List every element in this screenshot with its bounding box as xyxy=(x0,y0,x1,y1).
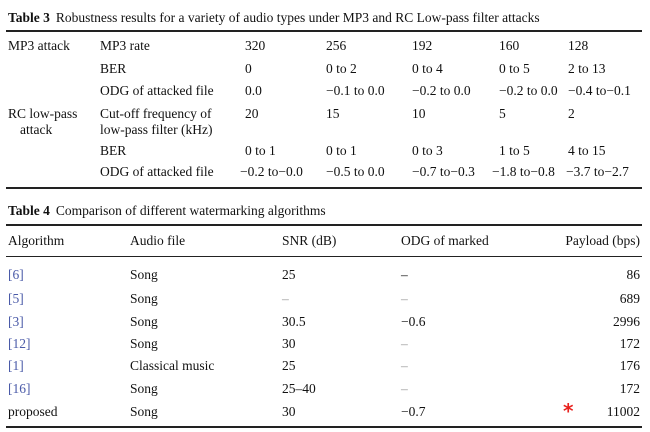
table4-algorithm-ref[interactable]: [6] xyxy=(8,267,24,282)
table4-odg: – xyxy=(401,381,408,396)
table3-rc-cutoff-4: 5 xyxy=(499,106,506,121)
table3-mp3-rate-2: 256 xyxy=(326,38,347,53)
table3-rc-cutoff-line2: low-pass filter (kHz) xyxy=(100,122,213,137)
table3-mp3-ber-4: 0 to 5 xyxy=(499,61,530,76)
table4-odg: – xyxy=(401,336,408,351)
table3-rc-attack-line1: RC low-pass xyxy=(8,106,78,121)
table3-rc-ber-label: BER xyxy=(100,143,127,158)
table4-snr: 30.5 xyxy=(282,314,306,329)
table4-payload: 86 xyxy=(626,267,640,282)
table4-audio: Song xyxy=(130,404,158,419)
table4-snr: 25 xyxy=(282,358,296,373)
table4-snr: – xyxy=(282,291,289,306)
table3-caption-text: Robustness results for a variety of audio types under MP3 and RC Low-pass filter attacks xyxy=(55,10,540,25)
table4-header-audio-file: Audio file xyxy=(130,233,186,248)
table3-rc-ber-4: 1 to 5 xyxy=(499,143,530,158)
table4-algorithm-ref[interactable]: [5] xyxy=(8,291,24,306)
table3-rc-odg-1: −0.2 to−0.0 xyxy=(240,164,303,179)
table3-rc-odg-3: −0.7 to−0.3 xyxy=(412,164,475,179)
table4-caption xyxy=(8,203,326,219)
table4-audio: Song xyxy=(130,267,158,282)
table4-odg: – xyxy=(401,291,408,306)
table4-bottom-rule xyxy=(6,426,642,428)
table3-mp3-odg-5: −0.4 to−0.1 xyxy=(568,83,631,98)
table4-top-rule xyxy=(6,224,642,226)
table4-audio: Classical music xyxy=(130,358,215,373)
table3-bottom-rule xyxy=(6,187,642,189)
table4-snr: 30 xyxy=(282,336,296,351)
table4-odg: −0.6 xyxy=(401,314,426,329)
table3-mp3-odg-3: −0.2 to 0.0 xyxy=(412,83,471,98)
table3-mp3-odg-1: 0.0 xyxy=(245,83,262,98)
highlight-asterisk-icon: * xyxy=(563,399,574,423)
table4-snr: 30 xyxy=(282,404,296,419)
table4-algorithm-ref[interactable]: [12] xyxy=(8,336,31,351)
table4-payload: 172 xyxy=(619,381,640,396)
table3-mp3-rate-1: 320 xyxy=(245,38,266,53)
table3-rc-odg-label: ODG of attacked file xyxy=(100,164,214,179)
table3-rc-cutoff-line1: Cut-off frequency of xyxy=(100,106,212,121)
table4-algorithm-ref[interactable]: [16] xyxy=(8,381,31,396)
table3-rc-cutoff-3: 10 xyxy=(412,106,426,121)
table3-caption-label: Table 3 xyxy=(8,10,50,25)
table4-odg: −0.7 xyxy=(401,404,426,419)
table4-payload: 172 xyxy=(619,336,640,351)
table3-mp3-rate-3: 192 xyxy=(412,38,433,53)
table3-rc-attack-line2: attack xyxy=(20,122,53,137)
table4-audio: Song xyxy=(130,291,158,306)
table3-mp3-odg-2: −0.1 to 0.0 xyxy=(326,83,385,98)
table4-header-rule xyxy=(6,256,642,257)
table3-mp3-odg-4: −0.2 to 0.0 xyxy=(499,83,558,98)
table4-header-algorithm: Algorithm xyxy=(8,233,65,248)
table3-mp3-ber-3: 0 to 4 xyxy=(412,61,443,76)
table4-algorithm-ref[interactable]: [1] xyxy=(8,358,24,373)
table4-header-snr: SNR (dB) xyxy=(282,233,337,248)
table3-mp3-rate-5: 128 xyxy=(568,38,589,53)
table4-snr: 25 xyxy=(282,267,296,282)
table3-rc-ber-2: 0 to 1 xyxy=(326,143,357,158)
table3-mp3-ber-5: 2 to 13 xyxy=(568,61,606,76)
table4-header-odg: ODG of marked xyxy=(401,233,489,248)
table4-caption-text: Comparison of different watermarking algorithms xyxy=(55,203,326,218)
table3-rc-ber-1: 0 to 1 xyxy=(245,143,276,158)
table4-header-payload: Payload (bps) xyxy=(565,233,640,248)
table3-rc-ber-5: 4 to 15 xyxy=(568,143,606,158)
table3-mp3-ber-label: BER xyxy=(100,61,127,76)
table3-mp3-ber-1: 0 xyxy=(245,61,252,76)
table3-rc-ber-3: 0 to 3 xyxy=(412,143,443,158)
table4-audio: Song xyxy=(130,336,158,351)
table4-payload: 2996 xyxy=(613,314,640,329)
table4-payload: 176 xyxy=(619,358,640,373)
table4-algorithm-ref[interactable]: [3] xyxy=(8,314,24,329)
table3-rc-odg-2: −0.5 to 0.0 xyxy=(326,164,385,179)
table4-snr: 25–40 xyxy=(282,381,316,396)
table4-odg: – xyxy=(401,358,408,373)
table3-mp3-ber-2: 0 to 2 xyxy=(326,61,357,76)
table4-caption-label: Table 4 xyxy=(8,203,50,218)
table3-mp3-odg-label: ODG of attacked file xyxy=(100,83,214,98)
table4-algorithm: proposed xyxy=(8,404,58,419)
table4-audio: Song xyxy=(130,314,158,329)
table3-rc-cutoff-1: 20 xyxy=(245,106,259,121)
table3-rc-cutoff-5: 2 xyxy=(568,106,575,121)
table3-mp3-rate-label: MP3 rate xyxy=(100,38,150,53)
table3-caption xyxy=(8,10,540,26)
table4-audio: Song xyxy=(130,381,158,396)
table3-rc-odg-5: −3.7 to−2.7 xyxy=(566,164,629,179)
table3-rc-odg-4: −1.8 to−0.8 xyxy=(492,164,555,179)
table4-payload: 11002 xyxy=(606,404,640,419)
table3-top-rule xyxy=(6,30,642,32)
table3-mp3-attack-label: MP3 attack xyxy=(8,38,70,53)
table3-rc-cutoff-2: 15 xyxy=(326,106,340,121)
table3-mp3-rate-4: 160 xyxy=(499,38,520,53)
table4-payload: 689 xyxy=(619,291,640,306)
table4-odg: – xyxy=(401,267,408,282)
